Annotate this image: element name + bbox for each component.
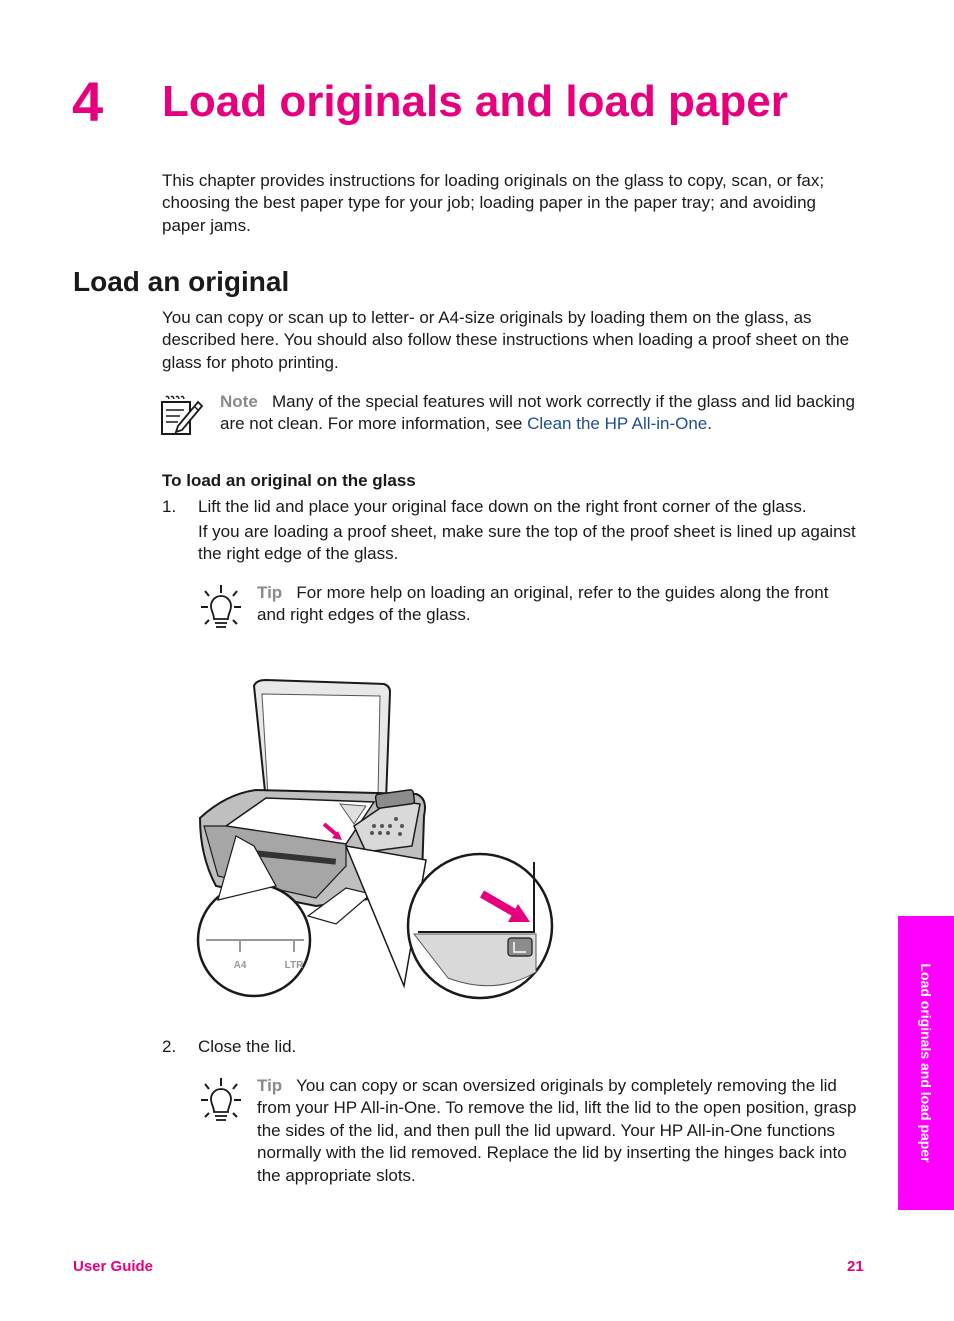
tip-2-body: You can copy or scan oversized originals by completely removing the lid from your HP All-in-One. To remove the lid, lift the lid to the open position, grasp the sides of the lid, and then pull the lid upward. Your HP All-in-One functions normally with the lid removed. Replace the lid by inserting the hinges back into the appropriate slots. [257, 1076, 857, 1185]
chapter-side-tab [898, 916, 954, 1210]
note-icon [160, 394, 204, 438]
chapter-title: Load originals and load paper [162, 77, 788, 126]
tip-1-label: Tip [257, 583, 283, 602]
tip-2-label: Tip [257, 1076, 283, 1095]
procedure-title: To load an original on the glass [162, 471, 416, 490]
lightbulb-icon [200, 584, 242, 634]
footer-guide-title: User Guide [73, 1258, 154, 1275]
tip-1-body: For more help on loading an original, refer to the guides along the front and right edges of the glass. [257, 583, 829, 625]
clean-hp-link[interactable]: Clean the HP All-in-One [527, 414, 708, 434]
section-heading: Load an original [73, 266, 290, 297]
step-2-number: 2. [162, 1037, 177, 1056]
guide-label-a4: A4 [233, 960, 247, 971]
section-paragraph: You can copy or scan up to letter- or A4-size originals by loading them on the glass, as described here. You should also follow these instructions when loading a proof sheet on the glass for photo printing. [162, 308, 850, 372]
lightbulb-icon [200, 1077, 242, 1127]
scanner-illustration [196, 676, 556, 1002]
step-1-number: 1. [162, 497, 177, 516]
guide-label-ltr: LTR [284, 960, 304, 971]
note-end: . [707, 414, 712, 434]
page-number: 21 [847, 1258, 864, 1275]
tip-2-text [257, 1075, 863, 1187]
note-body: Many of the special features will not work correctly if the glass and lid backing are not clean. For more information, see [220, 392, 855, 434]
tip-1-text [257, 582, 857, 627]
note-label: Note [220, 392, 258, 411]
side-tab-label: Load originals and load paper [918, 963, 934, 1163]
note-text [220, 391, 860, 436]
step-1-detail: If you are loading a proof sheet, make sure the top of the proof sheet is lined up against the right edge of the glass. [198, 522, 856, 564]
step-2-text: Close the lid. [198, 1037, 297, 1056]
chapter-number: 4 [72, 70, 104, 133]
intro-paragraph: This chapter provides instructions for loading originals on the glass to copy, scan, or fax; choosing the best paper type for your job; loading paper in the paper tray; and avoiding paper jams. [162, 171, 825, 235]
step-1-text: Lift the lid and place your original face down on the right front corner of the glass. [198, 497, 807, 516]
